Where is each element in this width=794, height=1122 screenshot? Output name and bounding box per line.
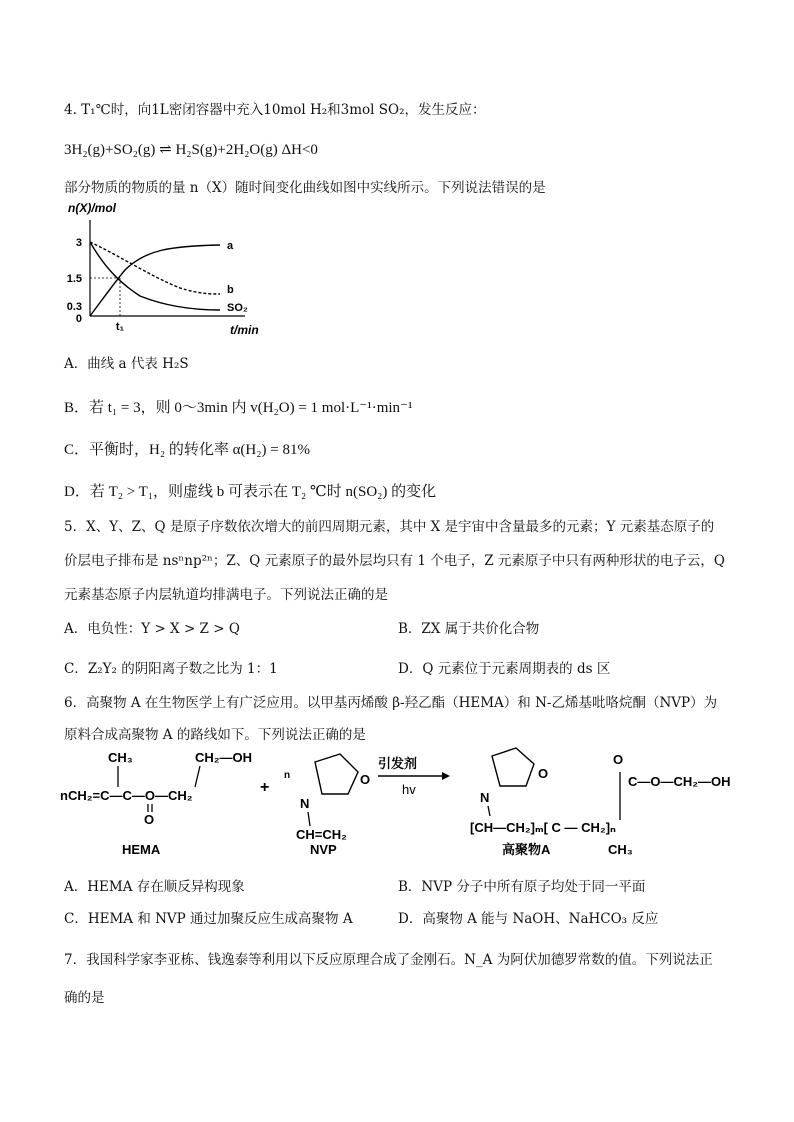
product-label: 高聚物A: [502, 842, 551, 857]
product-ring: [492, 748, 534, 786]
ytick-3: 3: [75, 237, 82, 249]
nvp-label: NVP: [310, 842, 337, 857]
product-text-n: N: [480, 790, 490, 805]
q4-desc: 部分物质的物质的量 n（X）随时间变化曲线如图中实线所示。下列说法错误的是: [64, 180, 546, 196]
nvp-text-vinyl: CH=CH₂: [296, 827, 347, 842]
q6-option-c: C．HEMA 和 NVP 通过加聚反应生成高聚物 A: [64, 911, 353, 927]
q4-option-c: C．平衡时，H₂ 的转化率 α(H₂) = 81%: [64, 442, 310, 458]
label-a: a: [227, 240, 234, 252]
q5-option-d: D．Q 元素位于元素周期表的 ds 区: [398, 661, 611, 677]
q5-option-c: C．Z₂Y₂ 的阴阳离子数之比为 1：1: [64, 661, 278, 677]
hema-text-nch2: nCH₂=C—C—O—CH₂: [60, 788, 193, 803]
hema-text-o: O: [144, 812, 155, 827]
q6-option-a: A．HEMA 存在顺反异构现象: [64, 879, 245, 895]
q5-line-2: 价层电子排布是 nsⁿnp²ⁿ；Z、Q 元素原子的最外层均只有 1 个电子，Z 元素原子中只有两种形状的电子云，Q: [64, 553, 725, 569]
ytick-1.5: 1.5: [66, 273, 82, 285]
nvp-text-n: N: [300, 796, 310, 811]
q4-option-d: D．若 T₂ > T₁，则虚线 b 可表示在 T₂ ℃时 n(SO₂) 的变化: [64, 484, 437, 500]
hema-text-ch3: CH₃: [108, 750, 133, 765]
q4-reaction: 3H₂(g)+SO₂(g) ⇌ H₂S(g)+2H₂O(g) ΔH<0: [64, 142, 318, 158]
label-so2: SO₂: [227, 302, 248, 314]
q4-option-a: A．曲线 a 代表 H₂S: [64, 356, 189, 372]
q5-line-1: 5．X、Y、Z、Q 是原子序数依次增大的前四周期元素，其中 X 是宇宙中含量最多的元素；Y 元素基态原子的: [64, 519, 715, 535]
chart-ylabel: n(X)/mol: [68, 201, 116, 215]
reaction-arrowhead: [442, 772, 450, 780]
product-text-ch3: CH₃: [608, 842, 633, 857]
label-b: b: [227, 284, 234, 296]
ytick-0.3: 0.3: [66, 301, 82, 313]
nvp-ring: [315, 754, 358, 794]
nvp-text-o: O: [360, 772, 371, 787]
product-text-ester: C—O—CH₂—OH: [628, 774, 731, 789]
q6-line-1: 6．高聚物 A 在生物医学上有广泛应用。以甲基丙烯酸 β-羟乙酯（HEMA）和 N-乙烯基吡咯烷酮（NVP）为: [64, 695, 718, 711]
curve-a: [90, 245, 220, 316]
q5-option-a: A．电负性：Y > X > Z > Q: [64, 621, 240, 637]
product-chain-1: [CH—CH₂]ₘ[ C — CH₂]ₙ: [470, 820, 616, 835]
hema-text-ch2oh: CH₂—OH: [195, 750, 253, 765]
xtick-t1: t₁: [115, 321, 125, 333]
q6-option-d: D．高聚物 A 能与 NaOH、NaHCO₃ 反应: [398, 911, 659, 927]
q5-line-3: 元素基态原子内层轨道均排满电子。下列说法正确的是: [64, 587, 388, 603]
product-text-co: O: [613, 752, 624, 767]
q6-option-b: B．NVP 分子中所有原子均处于同一平面: [398, 879, 646, 895]
q7-line-1: 7．我国科学家李亚栋、钱逸泰等利用以下反应原理合成了金刚石。N_A 为阿伏加德罗常数的值。下列说法正: [64, 952, 713, 968]
product-text-o: O: [538, 766, 549, 781]
q6-line-2: 原料合成高聚物 A 的路线如下。下列说法正确的是: [64, 727, 366, 743]
q4-stem: 4. T₁℃时，向1L密闭容器中充入10mol H₂和3mol SO₂，发生反应：: [64, 102, 486, 118]
nvp-text-n-small: n: [284, 770, 291, 781]
q4-option-b: B．若 t₁ = 3，则 0～3min 内 v(H₂O) = 1 mol·L⁻¹·min⁻¹: [64, 400, 413, 416]
q5-option-b: B．ZX 属于共价化合物: [398, 621, 540, 637]
hema-label: HEMA: [122, 842, 161, 857]
q7-line-2: 确的是: [64, 990, 105, 1006]
chart-xlabel: t/min: [230, 323, 259, 337]
curve-b: [90, 242, 220, 294]
q4-chart: [60, 198, 260, 338]
plus-sign: +: [260, 779, 270, 796]
initiator-label: 引发剂: [378, 756, 418, 771]
ytick-0: 0: [75, 313, 82, 325]
hv-label: hv: [402, 782, 416, 797]
q6-reaction-scheme: [60, 742, 740, 867]
